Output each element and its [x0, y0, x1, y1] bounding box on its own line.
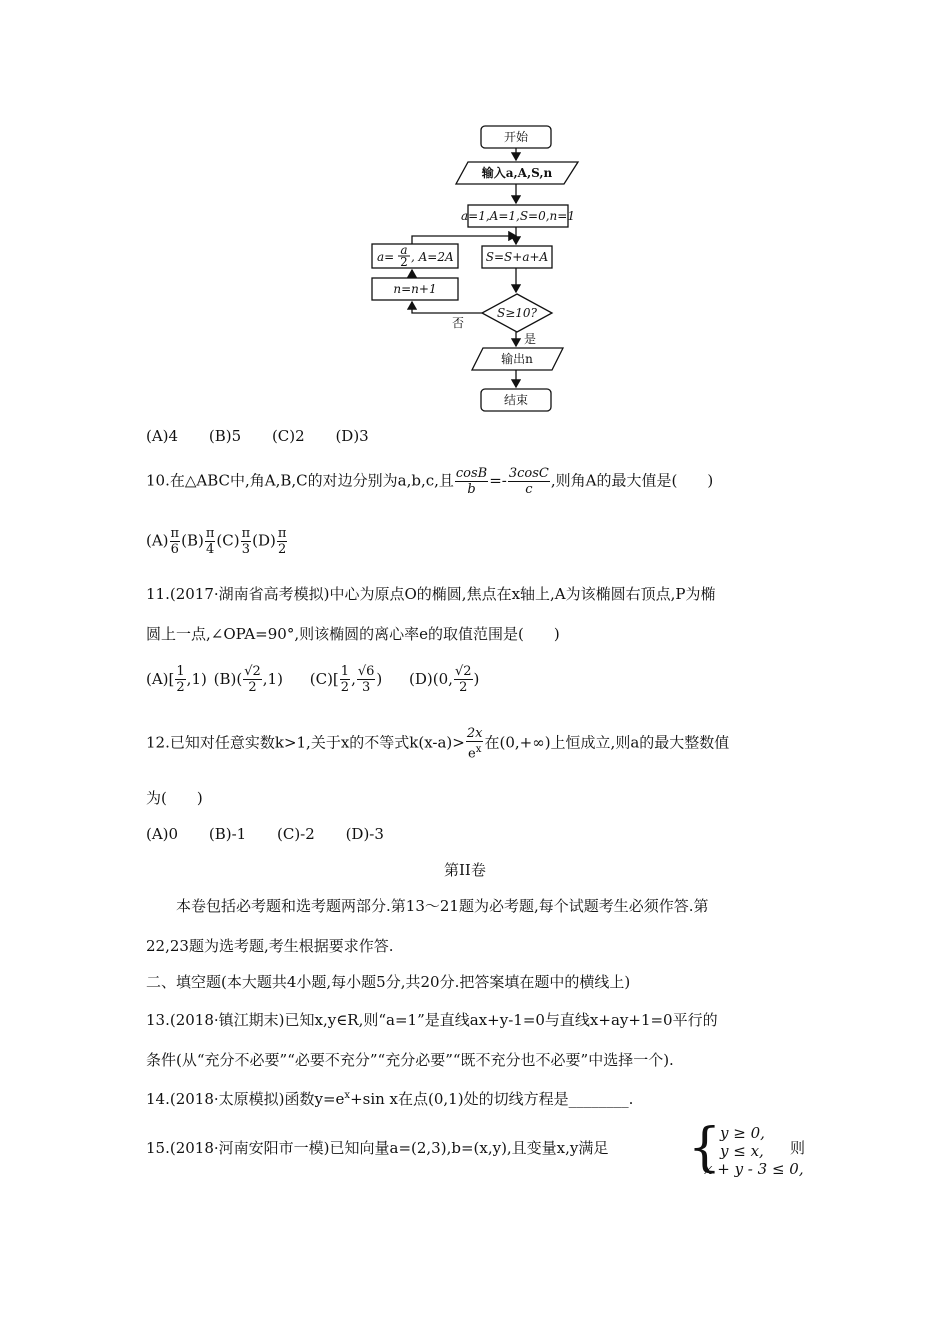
q10-text-after: ,则角A的最大值是( ) — [550, 471, 714, 490]
flow-start-text: 开始 — [503, 130, 529, 144]
q14-text-before: 14.(2018·太原模拟)函数y=e — [146, 1090, 345, 1108]
flow-sum-text: S=S+a+A — [485, 250, 549, 264]
part2-title: 第II卷 — [444, 861, 486, 879]
q15-brace: { — [688, 1118, 722, 1178]
q10-mid: =- — [489, 471, 507, 490]
q11-line1: 11.(2017·湖南省高考模拟)中心为原点O的椭圆,焦点在x轴上,A为该椭圆右顶点,P为椭 — [146, 585, 716, 603]
q12-frac: $\frac{2x}{e^x}$ — [466, 726, 483, 762]
q10-option-c-frac: $\frac{\pi}{3}$ — [241, 526, 251, 557]
q10-option-d-frac: $\frac{\pi}{2}$ — [277, 526, 287, 557]
flow-end-text: 结束 — [503, 393, 529, 407]
q12-line1 — [146, 726, 729, 761]
q10-option-b-frac: $\frac{\pi}{4}$ — [205, 526, 215, 557]
q14-text-after: +sin x在点(0,1)处的切线方程是 — [350, 1090, 569, 1108]
q11-options — [146, 664, 479, 695]
flow-increment-text: n=n+1 — [393, 282, 437, 296]
q14-sup: x — [344, 1090, 351, 1101]
flow-input-text: 输入a,A,S,n — [481, 166, 553, 180]
q15-constraint-2: y ≤ x, — [720, 1142, 764, 1160]
flow-no-label: 否 — [452, 316, 465, 330]
q15-stem: 15.(2018·河南安阳市一模)已知向量a=(2,3),b=(x,y),且变量x,y满足 — [146, 1139, 609, 1157]
flow-update-a: a= — [377, 250, 395, 264]
q11-option-d: (D)(0, $\frac{√2}{2}$ ) — [409, 664, 480, 695]
q15-constraints — [704, 1124, 804, 1178]
q9-option-a: (A)4 — [146, 427, 179, 445]
q10-stem — [146, 466, 713, 497]
q14-end: . — [628, 1090, 634, 1108]
q10-option-b-label: (B) — [181, 531, 204, 550]
flow-update-tail: , A=2A — [411, 250, 454, 264]
q10-frac-1: $\frac{\cos B}{b}$ — [455, 466, 488, 497]
q11-option-a: (A)[ $\frac{1}{2}$ ,1) — [146, 664, 207, 695]
q9-option-c: (C)2 — [271, 427, 305, 445]
q14-stem — [146, 1086, 633, 1109]
q10-option-c-label: (C) — [216, 531, 240, 550]
q10-options — [146, 526, 288, 557]
q12-line2: 为( ) — [146, 789, 203, 807]
section-heading: 二、填空题(本大题共4小题,每小题5分,共20分.把答案填在题中的横线上) — [146, 973, 631, 991]
q15-tail: 则 — [790, 1139, 806, 1157]
part2-para-line1: 本卷包括必考题和选考题两部分.第13～21题为必考题,每个试题考生必须作答.第 — [176, 897, 709, 915]
q10-frac-2: $\frac{3\cos C}{c}$ — [508, 466, 549, 497]
q11-line2: 圆上一点,∠OPA=90°,则该椭圆的离心率e的取值范围是( ) — [146, 625, 560, 643]
q12-option-a: (A)0 — [146, 825, 179, 843]
q12-option-d: (D)-3 — [345, 825, 384, 843]
flow-frac-num: a — [400, 243, 408, 257]
q11-option-b: (B)( $\frac{√2}{2}$ ,1) — [213, 664, 283, 695]
q9-options — [146, 426, 369, 446]
q10-option-a-label: (A) — [146, 531, 169, 550]
flow-condition-text: S≥10? — [497, 306, 537, 320]
flow-output-text: 输出n — [501, 352, 533, 366]
q12-option-b: (B)-1 — [208, 825, 247, 843]
q15-constraint-3: x + y - 3 ≤ 0, — [704, 1160, 804, 1178]
q12-option-c: (C)-2 — [277, 825, 315, 843]
q12-text-after: 在(0,+∞)上恒成立,则a的最大整数值 — [484, 733, 730, 752]
flowchart — [0, 0, 950, 420]
flow-yes-label: 是 — [524, 332, 537, 346]
flow-frac-den: 2 — [400, 255, 408, 269]
q9-option-b: (B)5 — [208, 427, 242, 445]
q9-option-d: (D)3 — [335, 427, 369, 445]
q10-text-before: 10.在△ABC中,角A,B,C的对边分别为a,b,c,且 — [146, 471, 454, 490]
q10-option-d-label: (D) — [252, 531, 276, 550]
q14-answer-blank: ________ — [568, 1090, 629, 1108]
q15-constraint-1: y ≥ 0, — [720, 1124, 765, 1142]
q13-line2: 条件(从“充分不必要”“必要不充分”“充分必要”“既不充分也不必要”中选择一个). — [146, 1051, 674, 1069]
q11-option-c: (C)[ $\frac{1}{2}$ , $\frac{√6}{3}$ ) — [309, 664, 383, 695]
q13-line1: 13.(2018·镇江期末)已知x,y∈R,则“a=1”是直线ax+y-1=0与直线x+ay+1=0平行的 — [146, 1011, 718, 1029]
flow-init-text: a=1,A=1,S=0,n=1 — [461, 209, 575, 223]
q10-option-a-frac: $\frac{\pi}{6}$ — [170, 526, 180, 557]
part2-para-line2: 22,23题为选考题,考生根据要求作答. — [146, 937, 394, 955]
q12-text-before: 12.已知对任意实数k>1,关于x的不等式k(x-a)> — [146, 733, 465, 752]
q12-options — [146, 824, 384, 844]
